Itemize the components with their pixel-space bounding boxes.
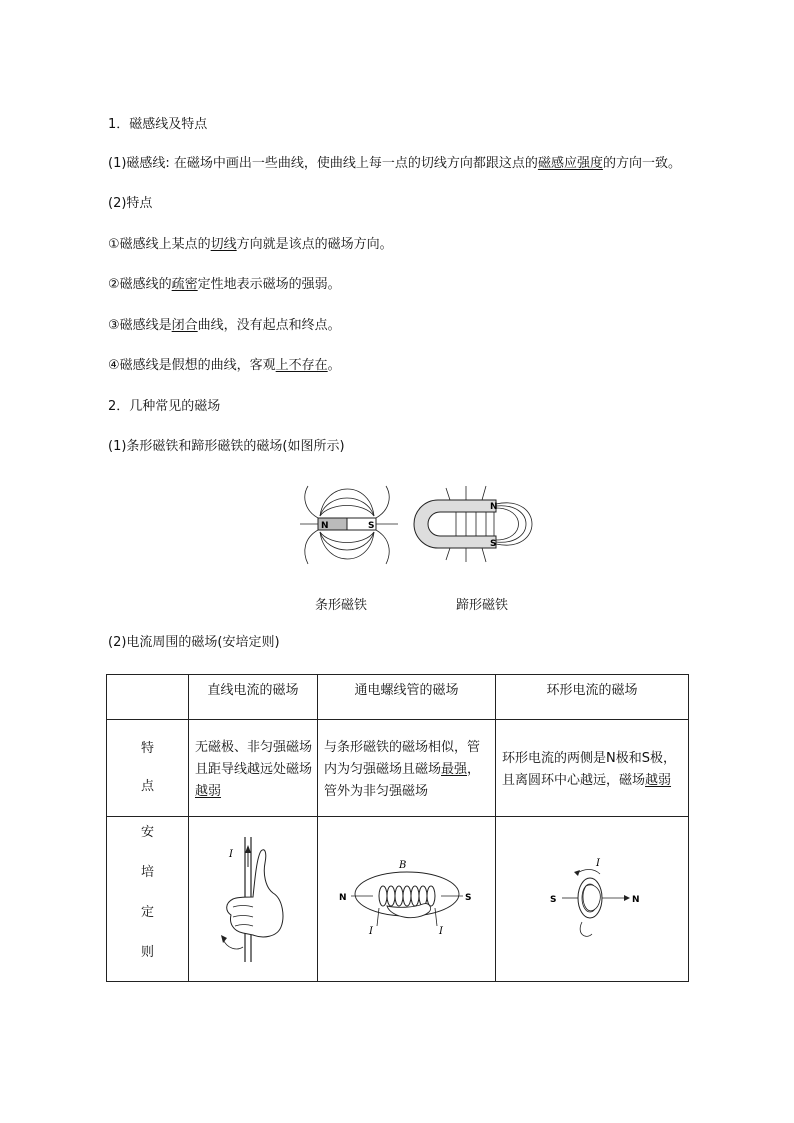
feature-4: ④磁感线是假想的曲线，客观上不存在。 bbox=[108, 358, 341, 373]
svg-text:I: I bbox=[368, 926, 373, 937]
horseshoe-n-label: N bbox=[490, 502, 498, 512]
straight-wire-hand-figure bbox=[203, 827, 303, 967]
section1-title: 1．磁感线及特点 bbox=[108, 117, 208, 132]
section2-title: 2．几种常见的磁场 bbox=[108, 399, 221, 414]
header-cell: 环形电流的磁场 bbox=[496, 675, 689, 720]
svg-text:I: I bbox=[229, 849, 233, 860]
table-header-row bbox=[107, 675, 689, 720]
svg-text:I: I bbox=[438, 926, 443, 937]
table-cell: 无磁极、非匀强磁场且距导线越远处磁场越弱 bbox=[189, 720, 318, 817]
svg-text:N: N bbox=[632, 895, 640, 905]
header-cell bbox=[107, 675, 189, 720]
definition-line: (1)磁感线: 在磁场中画出一些曲线，使曲线上每一点的切线方向都跟这点的磁感应强度的方向一致。 bbox=[108, 156, 681, 171]
table-row bbox=[107, 817, 689, 982]
table-cell: 环形电流的两侧是N极和S极，且离圆环中心越远，磁场越弱 bbox=[496, 720, 689, 817]
header-cell: 直线电流的磁场 bbox=[189, 675, 318, 720]
ampere-rule-table bbox=[106, 674, 689, 982]
svg-text:I: I bbox=[596, 858, 600, 869]
feature-1: ①磁感线上某点的切线方向就是该点的磁场方向。 bbox=[108, 237, 393, 252]
horseshoe-s-label: S bbox=[490, 539, 497, 549]
features-heading: (2)特点 bbox=[108, 196, 153, 211]
table-row bbox=[107, 720, 689, 817]
svg-text:S: S bbox=[550, 895, 557, 905]
bar-s-label: S bbox=[368, 521, 375, 531]
svg-text:B: B bbox=[398, 860, 406, 871]
svg-text:S: S bbox=[464, 893, 471, 903]
horseshoe-field-lines bbox=[446, 486, 532, 562]
loop-current-rule-cell bbox=[496, 817, 689, 982]
magnet-field-diagram bbox=[290, 478, 550, 588]
subsection-current-fields: (2)电流周围的磁场(安培定则) bbox=[108, 635, 280, 650]
horseshoe-magnet bbox=[414, 500, 496, 548]
bar-n-label: N bbox=[321, 521, 329, 531]
feature-2: ②磁感线的疏密定性地表示磁场的强弱。 bbox=[108, 277, 341, 292]
row-label-features: 特 点 bbox=[107, 720, 189, 817]
loop-current-hand-figure bbox=[532, 842, 652, 952]
caption-bar-magnet: 条形磁铁 bbox=[315, 598, 368, 613]
svg-text:N: N bbox=[338, 893, 347, 903]
subsection-magnets: (1)条形磁铁和蹄形磁铁的磁场(如图所示) bbox=[108, 439, 345, 454]
feature-3: ③磁感线是闭合曲线，没有起点和终点。 bbox=[108, 318, 341, 333]
underlined-term: 磁感应强度 bbox=[537, 156, 603, 171]
header-cell: 通电螺线管的磁场 bbox=[318, 675, 496, 720]
straight-wire-rule-cell bbox=[189, 817, 318, 982]
solenoid-rule-cell bbox=[318, 817, 496, 982]
table-cell: 与条形磁铁的磁场相似，管内为匀强磁场且磁场最强，管外为非匀强磁场 bbox=[318, 720, 496, 817]
caption-horseshoe-magnet: 蹄形磁铁 bbox=[456, 598, 509, 613]
row-label-ampere-rule: 安 培 定 则 bbox=[107, 817, 189, 982]
solenoid-hand-figure bbox=[337, 842, 477, 952]
